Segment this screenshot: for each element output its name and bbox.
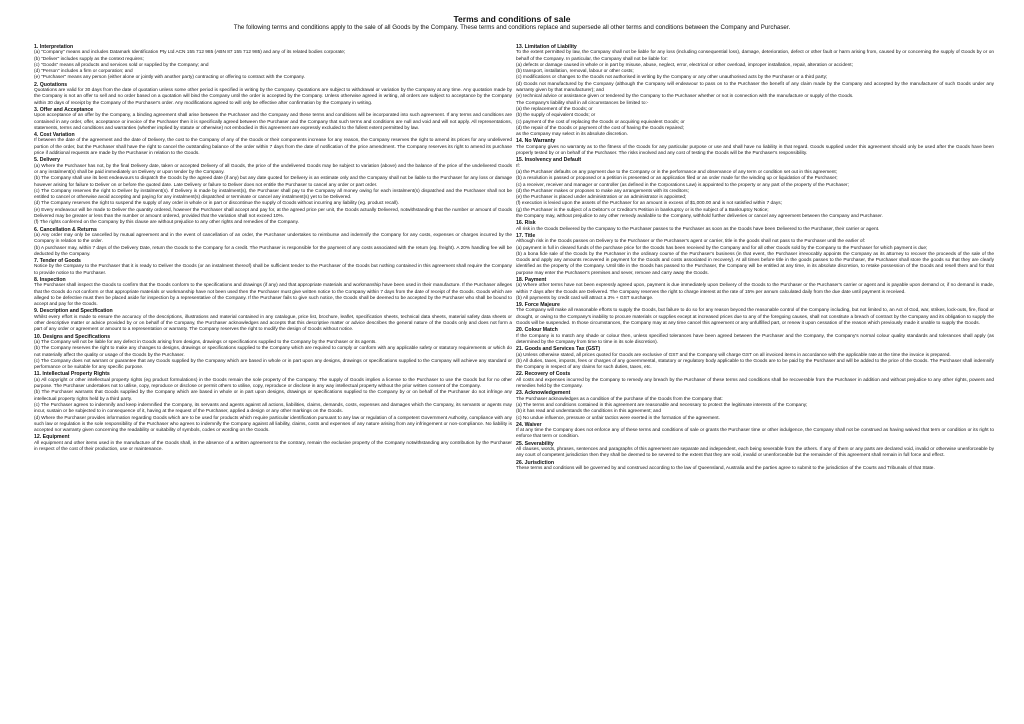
clause-heading: 22. Recovery of Costs [516, 371, 571, 378]
clause-text: The Purchaser acknowledges as a condition of the purchase of the Goods from the Company that: [516, 396, 723, 402]
document-title: Terms and conditions of sale [453, 14, 571, 24]
clause-heading: 1. Interpretation [34, 44, 74, 50]
clause-text: All equipment and other items used in the manufacture of the Goods shall, in the absence of a written agreement to the contrary, remain the exclusive property of the Company notwithstanding any contribution by the Purchaser in respect of the cost of their production, use or maintenance. [34, 440, 512, 452]
clause-section [516, 460, 994, 473]
clause-text: as the Company may select in its absolute discretion. [516, 132, 628, 138]
clause-heading: 21. Goods and Services Tax (GST) [516, 346, 601, 353]
clause-heading: 24. Waiver [516, 421, 542, 428]
clause-section [34, 434, 512, 453]
clause-heading: 14. No Warranty [516, 138, 556, 145]
clause-text: (d) the Purchaser makes or proposes to make any arrangements with its creditors; [516, 188, 689, 194]
clause-text: (a) Where other terms have not been expressly agreed upon, payment is due immediately upon Delivery of the Goods to the Purchaser or the Purchaser's carrier or agent and is payable upon demand or, if no demand is made, within 7 days after the Goods are Delivered. The Company reserves the right to charge interest at the rate of 15% per annum calculated daily from the due date until payment is received. [516, 283, 994, 295]
clause-heading: 23. Acknowledgement [516, 390, 571, 397]
clause-section [516, 277, 994, 302]
clause-section [34, 277, 512, 308]
clause-text: (b) it has read and understands the conditions in this agreement; and [516, 409, 661, 415]
clause-text: If between the date of the agreement and the date of Delivery, the cost to the Company of any of the Goods or their components increase for any reason, the Company reserves the right to amend its prices for any undelivered portion of the order, but the Purchaser shall have the right to cancel the outstanding balance of the order within 7 days from the date of notification of the price amendment. The Company reserves its right to amend its purchase price if additional requests are made by the Purchaser in relation to the Goods. [34, 138, 512, 157]
clause-section [34, 107, 512, 132]
clause-heading: 13. Limitation of Liability [516, 44, 577, 50]
clause-text: (a) the replacement of the Goods; or [516, 106, 593, 112]
clause-text: (f) The rights conferred on the Company by this clause are without prejudice to any other rights and remedies of the Company. [34, 220, 299, 226]
clause-text: The Company will make all reasonable efforts to supply the Goods, but failure to do so for any reason beyond the reasonable control of the Company including, but not limited to, an Act of God, war, strikes, lock-outs, fire, flood or drought, or owing to the Company's inability to procure materials or supplies except at increased prices due to any of the foregoing causes, shall not constitute a breach of contract by the Company and its obligation to supply the Goods will be suspended. In those circumstances, the Company may at any time cancel this agreement or any unfulfilled part, or renew it upon cessation of the reason which previously made it unable to supply the Goods. [516, 308, 994, 327]
clause-text: (d) "Person" includes a firm or corporation; and [34, 69, 133, 75]
clause-text: (a) the Purchaser defaults on any payment due to the Company or in the performance and observance of any term or condition set out in this agreement; [516, 169, 838, 175]
clause-text: (a) defects or damage caused in whole or in part by misuse, abuse, neglect, error, electrical or other overload, improper installation, repair, alteration or accident; [516, 62, 853, 68]
clause-section [516, 346, 994, 371]
clause-heading: 5. Delivery [34, 157, 60, 164]
clause-section [516, 327, 994, 346]
clause-text: If at any time the Company does not enforce any of these terms and conditions of sale or grants the Purchaser time or other indulgence, the Company shall not be construed as having waived that term or condition or its right to enforce that term or condition. [516, 428, 994, 440]
clause-text: (b) The Purchaser warrants that Goods supplied by the Company which are based in whole or in part upon designs, drawings or specifications supplied to the Company by or on behalf of the Purchaser do not infringe any intellectual property rights held by a third party. [34, 390, 512, 402]
clause-section [34, 334, 512, 372]
clause-text: All clauses, words, phrases, sentences and paragraphs of this agreement are separate and independent, each being severable from the others. If any of them or any parts are declared void, invalid or otherwise unenforceable by any court of competent jurisdiction then they shall be deemed to be severed to the extent that they are void, invalid or unenforceable but the remainder of this agreement shall remain in full force and effect. [516, 447, 994, 459]
clause-text: (b) A purchaser may, within 7 days of the Delivery Date, return the Goods to the Company for a credit. The Purchaser is responsible for the payment of any costs associated with the return (eg. freight). A 20% handling fee will be deducted by the Company. [34, 245, 512, 257]
clause-section [516, 441, 994, 460]
clause-text: The Company gives no warranty as to the fitness of the Goods for any particular purpose or use and shall have no liability in that regard. Goods supplied under this agreement should only be used after the Goods have been properly tested by or on behalf of the Purchaser. The risks involved and any cost of testing the Goods will be the Purchaser's responsibility. [516, 144, 994, 157]
clause-text: (c) The Purchaser agrees to indemnify and keep indemnified the Company, its servants and agents against all actions, liabilities, claims, demands, costs, expenses and damages which the Company, its servants or agents may incur, sustain or be subjected to in consequence of it, having at the request of the Purchaser, applied a design or any other markings on the Goods. [34, 402, 512, 415]
clause-heading: 19. Force Majeure [516, 302, 560, 309]
clause-heading: 17. Title [516, 232, 536, 239]
clause-text: (a) Any order may only be cancelled by mutual agreement and in the event of cancellation of an order, the Purchaser undertakes to reimburse and indemnify the Company for any costs, expenses or charges incurred by the Company in relation to the order. [34, 232, 512, 245]
clause-heading: 26. Jurisdiction [516, 459, 555, 466]
clause-text: All risk in the Goods Delivered by the Company to the Purchaser passes to the Purchaser as soon as the Goods have been Delivered to the Purchaser, their carrier or agent. [516, 226, 880, 232]
clause-text: Upon acceptance of an offer by the Company, a binding agreement shall arise between the Purchaser and the Company and these terms and conditions will be incorporated into such agreement. If any terms and conditions are contained in any order, offer, acceptance or invoice of the Purchaser then it is specifically agreed between the Purchaser and the Company that such terms and conditions are null and void and will not apply. All representations, statements, terms and conditions and warranties (whether implied by statute or otherwise) not embodied in this agreement are expressly excluded to the fullest extent permitted by law. [34, 113, 512, 131]
clause-text: (b) transport, installation, removal, labour or other costs; [516, 69, 634, 75]
right-column [516, 44, 994, 714]
clause-text: (f) execution is levied upon the assets of the Purchaser for an amount in excess of $1,000.00 and is not satisfied within 7 days; [516, 201, 782, 207]
clause-text: (c) The Company does not warrant or guarantee that any Goods supplied by the Company which are based in whole or in part upon any designs, drawings or specifications supplied to the Company will achieve any standard or performance or be suitable for any specific purpose. [34, 358, 512, 371]
clause-heading: 3. Offer and Acceptance [34, 106, 94, 113]
clause-text: (b) All payments by credit card will attract a 3% + GST surcharge. [516, 295, 654, 301]
clause-section [34, 44, 512, 82]
clause-text: (b) a resolution is passed or proposed or a petition is presented or an application filed or an order made for the winding up or liquidation of the Purchaser; [516, 176, 838, 182]
clause-section [34, 371, 512, 434]
left-column [34, 44, 512, 714]
clause-heading: 2. Quotations [34, 81, 68, 88]
clause-heading: 20. Colour Match [516, 327, 558, 334]
clause-section [516, 44, 994, 138]
clause-text: Quotations are valid for 30 days from the date of quotation unless some other period is specified in writing by the Company. Quotations are subject to withdrawal or variation by the Company at any time. Any quotation made by the Company is not an offer to sell and no order based on a quotation will bind the Company until the order is accepted by the Company. Unless otherwise agreed in writing, all orders are subject to acceptance by the Company within 30 days of receipt by the Company of the Purchaser's order. Any modifications agreed to will only be effective after confirmation by the Company in writing. [34, 88, 512, 106]
clause-text: (e) "Purchaser" means any person (either alone or jointly with another party) contracting or offering to contract with the Company. [34, 75, 305, 81]
clause-section [34, 132, 512, 157]
clause-text: (d) Where the Purchaser provides information regarding Goods which are to be used for products which require particular identification pursuant to any law or regulation of a competent Government Authority, compliance with any such law or regulation is the sole responsibility of the Purchaser who agrees to indemnify the Company against all liability, claims, costs and expenses of any nature arising from any infringement or non-compliance. No liability is accepted nor warranty given concerning the readability or suitability of symbols, codes or wording on the Goods. [34, 415, 512, 434]
clause-section [34, 157, 512, 226]
clause-text: (g) the Purchaser is the subject of a Debtor's or Creditor's Petition in bankruptcy or is the subject of a Bankruptcy Notice; [516, 207, 769, 213]
clause-text: (e) technical advice or assistance given or tendered by the Company to the Purchaser whether or not in connection with the manufacture or supply of the Goods. [516, 94, 854, 100]
clause-text: To the extent permitted by law, the Company shall not be liable for any loss (including consequential loss), damage, deterioration, defect or other fault or harm arising from, caused by or concerning the supply of Goods by or on behalf of the Company. In particular, the Company shall not be liable for: [516, 50, 994, 62]
clause-text: (c) "Goods" means all products and services sold or supplied by the Company; and [34, 62, 209, 68]
document-header [0, 14, 1024, 32]
clause-text: All costs and expenses incurred by the Company to remedy any breach by the Purchaser of these terms and conditions shall be recoverable from the Purchaser in addition and without prejudice to any other rights, powers and remedies held by the Company. [516, 377, 994, 390]
clause-text: (e) Every endeavour will be made to Deliver the quantity ordered, however the Purchaser shall accept and pay for, at the agreed price per unit, the Goods actually Delivered, notwithstanding that the number or amount of Goods Delivered may be greater or less than the number or amount ordered, provided that the variation shall not exceed 10%. [34, 207, 512, 220]
clause-section [34, 308, 512, 333]
clause-heading: 15. Insolvency and Default [516, 157, 582, 164]
clause-heading: 12. Equipment [34, 434, 70, 441]
clause-text: (b) the supply of equivalent Goods; or [516, 113, 596, 119]
clause-text: (a) The terms and conditions contained in this agreement are reasonable and necessary to protect the legitimate interests of the Company; [516, 402, 808, 408]
clause-section [34, 227, 512, 258]
clause-text: Although risk in the Goods passes on Delivery to the Purchaser or the Purchaser's agent or carrier, title in the goods shall not pass to the Purchaser until the earlier of: [516, 239, 866, 245]
clause-heading: 18. Payment [516, 276, 547, 283]
clause-text: (e) the Purchaser is placed under administration or an administrator is appointed; [516, 195, 687, 201]
clause-text: (d) the repair of the Goods or payment of the cost of having the Goods repaired; [516, 125, 684, 131]
clause-heading: 7. Tender of Goods [34, 258, 81, 265]
clause-section [34, 258, 512, 277]
clause-text: If: [516, 163, 520, 169]
clause-section [516, 390, 994, 421]
clause-section [516, 371, 994, 390]
clause-heading: 10. Designs and Specifications [34, 333, 111, 340]
clause-text: Whilst every effort is made to ensure the accuracy of the descriptions, illustrations and material contained in any catalogue, price list, brochure, leaflet, specification sheets, technical data sheets, material safety data sheets or other descriptive matter or advice provided by or on behalf of the Company, the Purchaser acknowledges and accepts that this descriptive matter or advice describes the general nature of the Goods only and does not form a part of any order or agreement or amount to a representation or warranty. The Company reserves the right to modify the design of Goods without notice. [34, 314, 512, 333]
clause-text: the Company may, without prejudice to any other remedy available to the Company, withhold further deliveries or cancel any agreement between the Company and Purchaser. [516, 214, 883, 220]
clause-text: (c) No undue influence, pressure or unfair tactics were exerted in the formation of the agreement. [516, 415, 720, 421]
clause-text: The Purchaser shall inspect the Goods to confirm that the Goods conform to the specifications and drawings (if any) and that appropriate materials and workmanship have been used in their manufacture. If the Purchaser alleges that the Goods do not conform or that appropriate materials or workmanship have not been used then the Purchaser must give written notice to the Company within 7 days from the date of receipt of the Goods. Goods which are alleged to be defective must then be placed aside for inspection by a representative of the Company. If the Purchaser fails to give such notice, the Goods shall be deemed to be accepted by the Purchaser who shall be bound to accept and pay for the Goods. [34, 283, 512, 308]
clause-text: (b) The Company shall use its best endeavours to dispatch the Goods by the agreed date (if any) but any date quoted for Delivery is an estimate only and the Company shall not be liable to the Purchaser for any loss or damage however arising for failure to Deliver on or before the quoted date. Late Delivery or failure to Deliver does not entitle the Purchaser to cancel any order or part order. [34, 176, 512, 188]
clause-text: The Company's liability shall in all circumstances be limited to:- [516, 100, 649, 106]
clause-text: (a) All copyright or other intellectual property rights (eg product formulations) in the Goods remain the sole property of the Company. The supply of Goods implies a license to the Purchaser to use the Goods but for no other purpose. The Purchaser undertakes not to utilise, copy, reproduce or disclose or permit others to utilise, copy, reproduce or disclose in any way intellectual property without the prior written consent of the Company. [34, 377, 512, 390]
clause-heading: 4. Cost Variation [34, 132, 75, 139]
clause-section [516, 302, 994, 327]
clause-text: (a) Where the Purchaser has not, by the final Delivery date, taken or accepted Delivery of all Goods, the price of the undelivered Goods may be subject to variation (above) and the balance of the price of the undelivered Goods or any instalment(s) shall be paid immediately on Delivery or upon tender by the Company. [34, 163, 512, 175]
clause-text: Notice by the Company to the Purchaser that it is ready to Deliver the Goods (or an instalment thereof) shall be sufficient tender to the Purchaser of the Goods but nothing contained in this agreement shall require the Company to provide notice to the Purchaser. [34, 264, 512, 276]
clause-text: If the Company is to match any shade or colour then, unless specified tolerances have been agreed between the Purchaser and the Company, the Company's normal colour quality standards and tolerances shall apply (as determined by the Company from time to time in its sole discretion). [516, 333, 994, 345]
clause-text: (c) payment of the cost of replacing the Goods or acquiring equivalent Goods; or [516, 119, 685, 125]
clause-heading: 8. Inspection [34, 276, 66, 283]
clause-text: (b) The Company reserves the right to make any changes to designs, drawings or specifications supplied to the Company which are required to comply or conform with any applicable safety or statutory requirements or which do not materially affect the quality or usage of the Goods by the Purchaser. [34, 346, 512, 358]
document-subtitle: The following terms and conditions apply to the sale of all Goods by the Company. These terms and conditions replace and supersede all other terms and conditions between the Company and Purchaser. [233, 24, 791, 31]
clause-text: (b) "Deliver" includes supply as the context requires; [34, 56, 144, 62]
clause-heading: 16. Risk [516, 220, 536, 227]
clause-text: (b) All duties, taxes, imposts, fees or charges of any governmental, statutory or regulatory body applicable to the Goods are to be paid by the Purchaser and will be added to the price of the Goods. The Purchaser shall indemnify the Company in respect of any claims for such duties, taxes, etc. [516, 358, 994, 371]
clause-heading: 6. Cancellation & Returns [34, 226, 97, 233]
clause-text: (a) The Company will not be liable for any defect in Goods arising from designs, drawings or specifications supplied to the Company by the Purchaser or its agents. [34, 339, 377, 345]
clause-text: (c) a receiver, receiver and manager or controller (as defined in the Corporations Law) is appointed to the property or any part of the property of the Purchaser; [516, 182, 849, 188]
clause-text: (c) modifications or changes to the Goods not authorised in writing by the Company or any other unauthorised acts by the Purchaser or a third party; [516, 75, 828, 81]
clause-section [516, 157, 994, 220]
clause-text: (d) Goods not manufactured by the Company (although the Company will endeavour to pass on to the Purchaser the benefit of any claim made by the Company and accepted by the manufacturer of such Goods under any warranty given by that manufacturer); and [516, 81, 994, 94]
clause-text: (a) "Company" means and includes Datamark Identification Pty Ltd ACN 155 712 985 (ABN 87 155 712 985) and any of its related bodies corporate; [34, 50, 346, 56]
clause-text: (c) The Company reserves the right to Deliver by instalment(s). If Delivery is made by instalment(s), the Purchaser shall pay to the Company all money owing for each instalment(s) dispatched and the Purchaser shall not be entitled to cancel or otherwise avoid accepting and paying for any instalment(s) dispatched or terminate or cancel any instalment(s) yet to be Delivered. [34, 188, 512, 201]
clause-text: These terms and conditions will be governed by and construed according to the law of Queensland, Australia and the parties agree to submit to the jurisdiction of the Courts and Tribunals of that State. [516, 465, 935, 471]
clause-text: (a) payment in full in cleared funds of the purchase price for the Goods has been received by the Company and for all other Goods sold by the Company to the Purchaser for which payment is due; [516, 245, 928, 251]
clause-heading: 25. Severability [516, 440, 554, 447]
clause-section [34, 82, 512, 107]
clause-text: (d) The Company reserves the right to suspend the supply of any order in whole or in part or discontinue the supply of Goods without incurring any liability (eg. product recall). [34, 201, 400, 207]
clause-section [516, 233, 994, 277]
clause-heading: 11. Intellectual Property Rights [34, 371, 110, 378]
clause-section [516, 422, 994, 441]
clause-text: (b) a bona fide sale of the Goods by the Purchaser in the ordinary course of the Purchaser's business (in that event, the Purchaser irrevocably appoints the Company as its attorney to recover the proceeds of the sale of the Goods and apply any amounts recovered in payment for the Goods and costs associated in recovery). At all times before title in the goods passes to the Purchaser, the Purchaser shall store the goods so that they are clearly identified as the property of the Company. Until title in the Goods has passed to the Purchaser, the Company will be entitled at any time, in its absolute discretion, to retake possession of the Goods and resell them and for that purpose may enter the Purchaser's premises and sever, remove and carry away the Goods. [516, 251, 994, 276]
clause-section [516, 220, 994, 233]
clause-section [516, 138, 994, 157]
clause-heading: 9. Description and Specification [34, 308, 113, 315]
clause-text: (a) Unless otherwise stated, all prices quoted for Goods are exclusive of GST and the Company will charge GST on all invoiced items in accordance with the applicable rate at the time the invoice is prepared. [516, 352, 951, 358]
